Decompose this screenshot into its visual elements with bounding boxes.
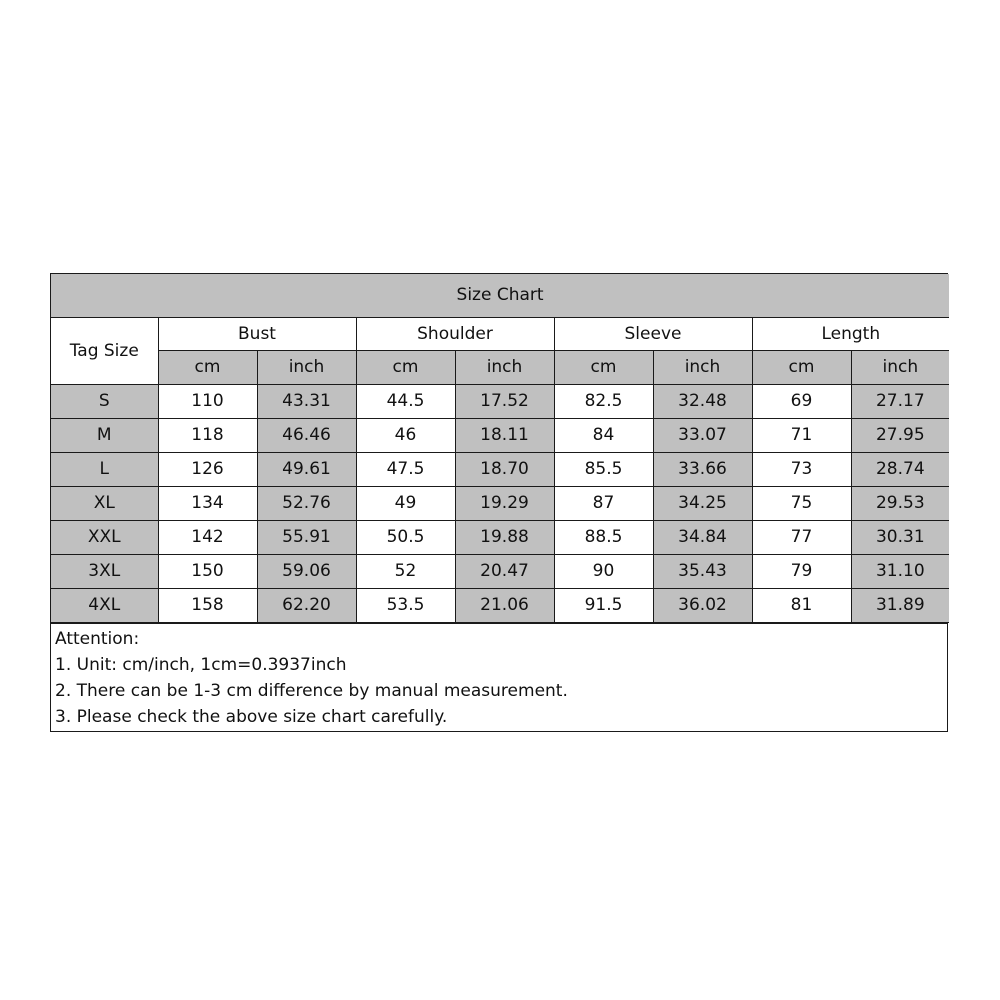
- measurement-cell: 71: [752, 418, 851, 452]
- chart-title: Size Chart: [51, 274, 949, 317]
- measurement-cell: 90: [554, 554, 653, 588]
- table-row: [51, 588, 949, 622]
- table-row: [51, 384, 949, 418]
- unit-header: inch: [851, 350, 949, 384]
- measurement-cell: 36.02: [653, 588, 752, 622]
- size-table: [51, 274, 949, 623]
- shoulder-header: Shoulder: [356, 317, 554, 350]
- measurement-cell: 19.88: [455, 520, 554, 554]
- measurement-cell: 27.95: [851, 418, 949, 452]
- measurement-cell: 31.89: [851, 588, 949, 622]
- measurement-cell: 43.31: [257, 384, 356, 418]
- measurement-cell: 59.06: [257, 554, 356, 588]
- tag-size-cell: 4XL: [51, 588, 158, 622]
- tag-size-header: Tag Size: [51, 317, 158, 384]
- measurement-cell: 52: [356, 554, 455, 588]
- unit-header: inch: [653, 350, 752, 384]
- sleeve-header: Sleeve: [554, 317, 752, 350]
- measurement-cell: 79: [752, 554, 851, 588]
- measurement-cell: 150: [158, 554, 257, 588]
- tag-size-cell: 3XL: [51, 554, 158, 588]
- measurement-cell: 27.17: [851, 384, 949, 418]
- table-row: [51, 452, 949, 486]
- unit-header: cm: [158, 350, 257, 384]
- size-chart: [50, 273, 948, 732]
- unit-header: inch: [257, 350, 356, 384]
- measurement-cell: 18.70: [455, 452, 554, 486]
- measurement-cell: 33.07: [653, 418, 752, 452]
- measurement-cell: 47.5: [356, 452, 455, 486]
- length-header: Length: [752, 317, 949, 350]
- measurement-cell: 62.20: [257, 588, 356, 622]
- unit-header: cm: [554, 350, 653, 384]
- measurement-cell: 84: [554, 418, 653, 452]
- table-row: [51, 418, 949, 452]
- bust-header: Bust: [158, 317, 356, 350]
- measurement-cell: 33.66: [653, 452, 752, 486]
- measurement-cell: 91.5: [554, 588, 653, 622]
- attention-notes: [51, 623, 947, 731]
- measurement-cell: 17.52: [455, 384, 554, 418]
- measurement-cell: 53.5: [356, 588, 455, 622]
- unit-header: cm: [356, 350, 455, 384]
- measurement-cell: 32.48: [653, 384, 752, 418]
- measurement-cell: 34.84: [653, 520, 752, 554]
- measurement-cell: 44.5: [356, 384, 455, 418]
- measurement-cell: 134: [158, 486, 257, 520]
- measurement-cell: 85.5: [554, 452, 653, 486]
- measurement-cell: 75: [752, 486, 851, 520]
- measurement-cell: 82.5: [554, 384, 653, 418]
- note-line: 3. Please check the above size chart carefully.: [55, 706, 448, 727]
- tag-size-cell: S: [51, 384, 158, 418]
- unit-header: cm: [752, 350, 851, 384]
- measurement-cell: 30.31: [851, 520, 949, 554]
- measurement-cell: 73: [752, 452, 851, 486]
- measurement-cell: 46.46: [257, 418, 356, 452]
- measurement-cell: 50.5: [356, 520, 455, 554]
- measurement-cell: 77: [752, 520, 851, 554]
- measurement-cell: 19.29: [455, 486, 554, 520]
- note-line: 1. Unit: cm/inch, 1cm=0.3937inch: [55, 654, 347, 675]
- measurement-cell: 31.10: [851, 554, 949, 588]
- measurement-cell: 81: [752, 588, 851, 622]
- measurement-cell: 49: [356, 486, 455, 520]
- measurement-cell: 87: [554, 486, 653, 520]
- tag-size-cell: L: [51, 452, 158, 486]
- note-line: 2. There can be 1-3 cm difference by manual measurement.: [55, 680, 568, 701]
- measurement-cell: 142: [158, 520, 257, 554]
- table-row: [51, 486, 949, 520]
- measurement-cell: 158: [158, 588, 257, 622]
- tag-size-cell: XL: [51, 486, 158, 520]
- note-line: Attention:: [55, 628, 140, 649]
- measurement-cell: 55.91: [257, 520, 356, 554]
- table-body: [51, 384, 949, 622]
- measurement-cell: 69: [752, 384, 851, 418]
- measurement-cell: 29.53: [851, 486, 949, 520]
- measurement-cell: 52.76: [257, 486, 356, 520]
- measurement-cell: 88.5: [554, 520, 653, 554]
- measurement-cell: 28.74: [851, 452, 949, 486]
- measurement-cell: 46: [356, 418, 455, 452]
- measurement-cell: 20.47: [455, 554, 554, 588]
- measurement-cell: 34.25: [653, 486, 752, 520]
- measurement-cell: 126: [158, 452, 257, 486]
- tag-size-cell: M: [51, 418, 158, 452]
- unit-header: inch: [455, 350, 554, 384]
- measurement-cell: 118: [158, 418, 257, 452]
- measurement-cell: 18.11: [455, 418, 554, 452]
- measurement-cell: 49.61: [257, 452, 356, 486]
- measurement-cell: 21.06: [455, 588, 554, 622]
- table-row: [51, 554, 949, 588]
- tag-size-cell: XXL: [51, 520, 158, 554]
- measurement-cell: 110: [158, 384, 257, 418]
- measurement-cell: 35.43: [653, 554, 752, 588]
- table-row: [51, 520, 949, 554]
